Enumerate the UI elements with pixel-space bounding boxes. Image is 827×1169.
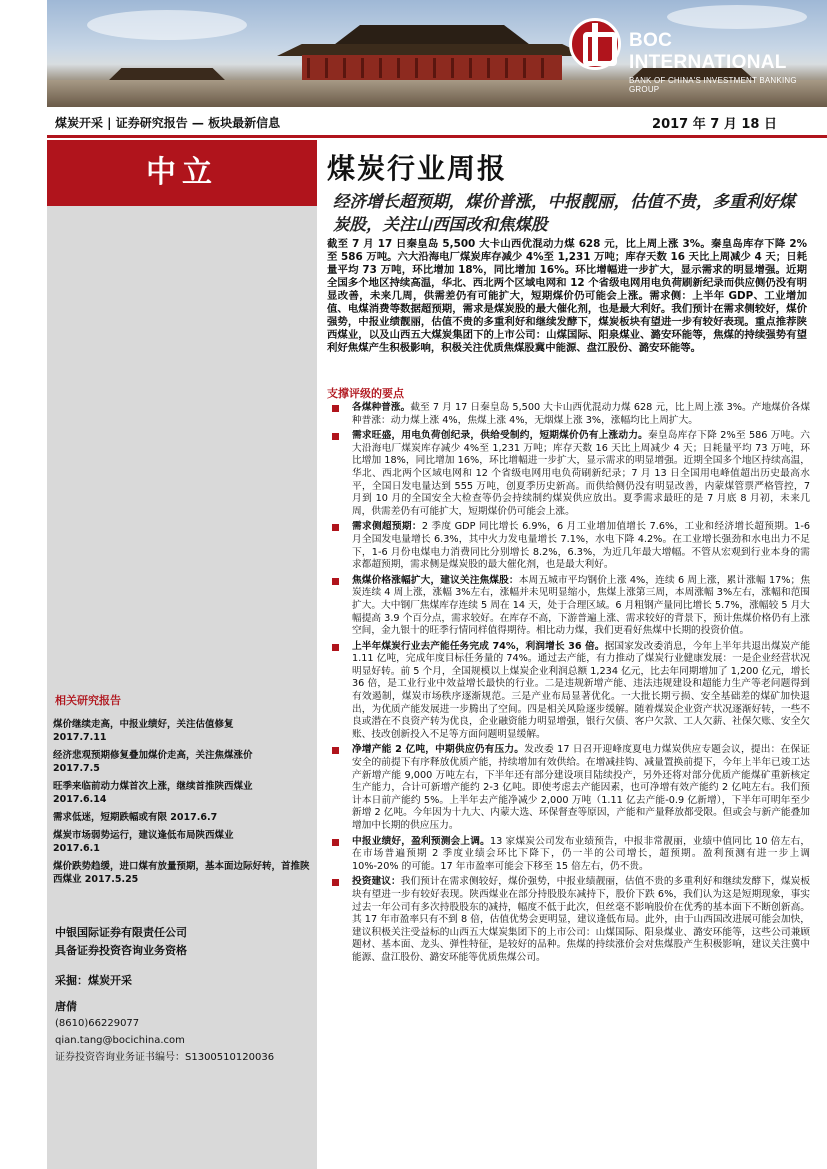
company-name: 中银国际证券有限责任公司: [55, 926, 187, 939]
rating-badge: 中立: [47, 140, 317, 206]
palace-roof: [312, 25, 552, 47]
points-heading: 支撑评级的要点: [327, 387, 404, 400]
cloud: [87, 10, 247, 40]
brand-tagline: BANK OF CHINA'S INVESTMENT BANKING GROUP: [629, 76, 797, 94]
key-point: 需求侧超预期：2 季度 GDP 同比增长 6.9%，6 月工业增加值增长 7.6%，工业和经济增长超预期。1-6 月全国发电量增长 6.3%，其中火力发电量增长 7.1%，水电下降 4.2%。在工业增长强劲和水电出力不足下，1-6 月份电煤电力消费同比分别增长 8.2%，6.3%，为近几年最大增幅。不管从宏观到行业本身的需求都超预期，需求侧是煤炭股的最大催化剂，也是最大利好。: [330, 521, 810, 571]
company-license: 具备证券投资咨询业务资格: [55, 944, 187, 957]
key-point: 需求旺盛，用电负荷创纪录，供给受制约，短期煤价仍有上涨动力。秦皇岛库存下降 2%至 586 万吨。六大沿海电厂煤炭库存减少 4%至 1,231 万吨；库存天数 16 天比上周减少 4 天；日耗量平均 73 万吨，环比增加 18%，同比增加 16%，环比增幅进一步扩大，显示需求的明显增强。近期全国多个地区持续高温，华北、西北两个区域电网和 12 个省级电网用电负荷刷新纪录；7 月 13 日全国用电峰值超出历史最高水平，全国日发电量达到 555 万吨，创夏季历史新高。而供给侧仍没有明显改善，内蒙煤管票严格管控，7 月到 10 月的全国安全大检查等仍会持续制约煤炭供应放出。夏季需求最旺的是 7 月底 8 月初，未来几周，供需差仍有可能扩大，短期煤价仍可能会上涨。: [330, 430, 810, 518]
key-point: 投资建议：我们预计在需求侧较好，煤价强势，中报业绩靓丽，估值不贵的多重利好和继续发酵下，煤炭板块有望进一步有较好表现。陕西煤业在部分持股股东减持下，股价下跌 6%，我们认为这是短期现象，事实过去一年公司有多次持股股东的减持，幅度不低于此次，但丝毫不影响股价在优秀的基本面下不断创新高。其 17 年市盈率只有不到 8 倍，估值优势会更明显，建议逢低布局。此外，由于山西国改进展可能会加快，建议积极关注受益标的山西五大煤炭集团下的上市公司：山煤国际、阳泉煤业、潞安环能等，这些公司兼顾题材、基本面、龙头、弹性特征，是较好的品种。焦煤的持续涨价会对焦煤股产生积极影响，建议关注冀中能源、盘江股份、潞安环能等优质焦煤公司。: [330, 876, 810, 964]
analyst-info: [55, 998, 274, 1066]
analyst-email[interactable]: qian.tang@bocichina.com: [55, 1035, 185, 1046]
cloud: [667, 5, 807, 29]
key-point: 各煤种普涨。截至 7 月 17 日秦皇岛 5,500 大卡山西优混动力煤 628 元，比上周上涨 3%。产地煤价各煤种普涨：动力煤上涨 4%，焦煤上涨 4%，无烟煤上涨 3%，涨幅均比上周扩大。: [330, 402, 810, 427]
key-point: 焦煤价格涨幅扩大，建议关注焦煤股：本周五城市平均钢价上涨 4%，连续 6 周上涨，累计涨幅 17%；焦炭连续 4 周上涨，涨幅 3%左右，涨幅并未见明显缩小，焦煤上涨第三周，本周涨幅 3%左右，涨幅和范围扩大。大中钢厂焦煤库存连续 5 周在 14 天，处于合理区域。6 月粗钢产量同比增长 5.7%，涨幅较 5 月大幅提高 3.9 个百分点，需求较好。在库存不高，下游普遍上涨、需求较好的背景下，预计焦煤价格仍有上涨空间，金九银十的旺季行情同样值得期待。相比动力煤，我们更看好焦煤中长期的投资价值。: [330, 575, 810, 638]
related-report-item[interactable]: 煤价跌势趋缓，进口煤有放量预期，基本面边际好转，首推陕西煤业 2017.5.25: [53, 861, 310, 885]
key-point: 中报业绩好，盈利预测会上调。13 家煤炭公司发布业绩预告，中报非常靓丽，业绩中值同比 10 倍左右，在市场普遍预期 2 季度业绩会环比下降下，仍一半的公司增长，超预期。盈利预测有进一步上调 10%-20% 的可能。17 年市盈率可能会下移至 15 倍左右，仍不贵。: [330, 836, 810, 874]
related-report-item[interactable]: 旺季来临前动力煤首次上涨，继续首推陕西煤业 2017.6.14: [53, 781, 253, 805]
boc-logo-icon: [569, 18, 621, 70]
analyst-phone: (8610)66229077: [55, 1018, 140, 1029]
related-report-item[interactable]: 需求低迷，短期跌幅或有限 2017.6.7: [53, 812, 218, 823]
palace-columns: [307, 58, 557, 78]
related-report-item[interactable]: 煤炭市场弱势运行，建议逢低布局陕西煤业 2017.6.1: [53, 830, 234, 854]
report-title: 煤炭行业周报: [327, 152, 508, 185]
report-subtitle: 经济增长超预期，煤价普涨，中报靓丽，估值不贵，多重利好煤炭股，关注山西国改和焦煤股: [333, 192, 795, 234]
key-points-list: [330, 402, 810, 968]
report-date: 2017 年 7 月 18 日: [652, 117, 777, 132]
analyst-name: 唐倩: [55, 1000, 77, 1013]
company-info: [55, 924, 187, 960]
key-point: 上半年煤炭行业去产能任务完成 74%，利润增长 36 倍。据国家发改委消息，今年上半年共退出煤炭产能 1.11 亿吨，完成年度目标任务量的 74%。通过去产能，有力推动了煤炭行业健康发展：一是企业经营状况明显好转。前 5 个月，全国规模以上煤炭企业利润总额 1,234 亿元，比去年同期增加了 1,200 亿元，增长 36 倍，是工业行业中效益增长最快的行业。二是违规新增产能、违法违规建设和超能力生产等老问题得到有效遏制，煤炭市场秩序逐渐规范。三是产业布局显著优化。一大批长期亏损、安全基础差的煤矿加快退出，为优质产能发展进一步腾出了空间。四是相关风险逐步缓解。随着煤炭企业资产状况逐渐好转，一些不良或潜在不良资产转为优良，企业融资能力明显增强，银行欠债、客户欠款、工人欠薪、社保欠账、安全欠账、技改创新投入不足等方面问题明显缓解。: [330, 641, 810, 742]
sector-label: 采掘：煤炭开采: [55, 974, 132, 987]
key-point: 净增产能 2 亿吨，中期供应仍有压力。发改委 17 日召开迎峰度夏电力煤炭供应专题会议，提出：在保证安全的前提下有序释放优质产能，持续增加有效供给。在增减挂钩、减量置换前提下，今年上半年已竣工达产新增产能 9,000 万吨左右，下半年还有部分建设项目陆续投产，另外还将对部分优质产能煤矿重新核定生产能力，合计可新增产能约 2-3 亿吨。即使考虑去产能因素，也可净增有效产能约 2 亿吨左右。我们预计本日前产能约 5%。上半年去产能净减少 2,000 万吨（1.11 亿去产能-0.9 亿新增），下半年可明年至少新增 2 亿吨。今年因为十九大、内蒙大选、环保督查等原因，产能和产量释放都受限。但或会与新产能叠加增加中长期的供应压力。: [330, 744, 810, 832]
analyst-certificate: 证券投资咨询业务证书编号：S1300510120036: [55, 1052, 275, 1063]
brand-name: BOC INTERNATIONAL: [629, 30, 787, 73]
sidebar: [47, 140, 317, 1169]
related-reports-list: [53, 718, 311, 891]
report-header-strip: [47, 108, 827, 138]
report-section: 煤炭开采 | 证券研究报告 — 板块最新信息: [55, 116, 281, 130]
related-report-item[interactable]: 煤价继续走高，中报业绩好，关注估值修复 2017.7.11: [53, 719, 234, 743]
header-banner: [47, 0, 827, 107]
report-summary: 截至 7 月 17 日秦皇岛 5,500 大卡山西优混动力煤 628 元，比上周上涨 3%。秦皇岛库存下降 2%至 586 万吨。六大沿海电厂煤炭库存减少 4%至 1,231 万吨；库存天数 16 天比上周减少 4 天；日耗量平均 73 万吨，环比增加 18%，同比增加 16%。环比增幅进一步扩大，显示需求的明显增强。近期全国多个地区持续高温，华北、西北两个区域电网和 12 个省级电网用电负荷刷新纪录而供应侧仍没有明显改善，未来几周，供需差仍有可能扩大，短期煤价仍可能会上涨。需求侧：上半年 GDP、工业增加值、电煤消费等数据超预期，需求是煤炭股的最大催化剂，也是最大利好。我们预计在需求侧较好，煤价强势，中报业绩靓丽，估值不贵的多重利好和继续发酵下，煤炭板块有望进一步有较好表现。重点推荐陕西煤业，以及山西五大煤炭集团下的上市公司：山煤国际、阳泉煤业、潞安环能等，焦煤的持续强势有望利好焦煤产生积极影响，积极关注优质焦煤股冀中能源、盘江股份、潞安环能等。: [327, 238, 807, 354]
related-reports-title: 相关研究报告: [55, 694, 121, 707]
related-report-item[interactable]: 经济悲观预期修复叠加煤价走高，关注焦煤涨价 2017.7.5: [53, 750, 253, 774]
brand-block: [629, 30, 827, 94]
